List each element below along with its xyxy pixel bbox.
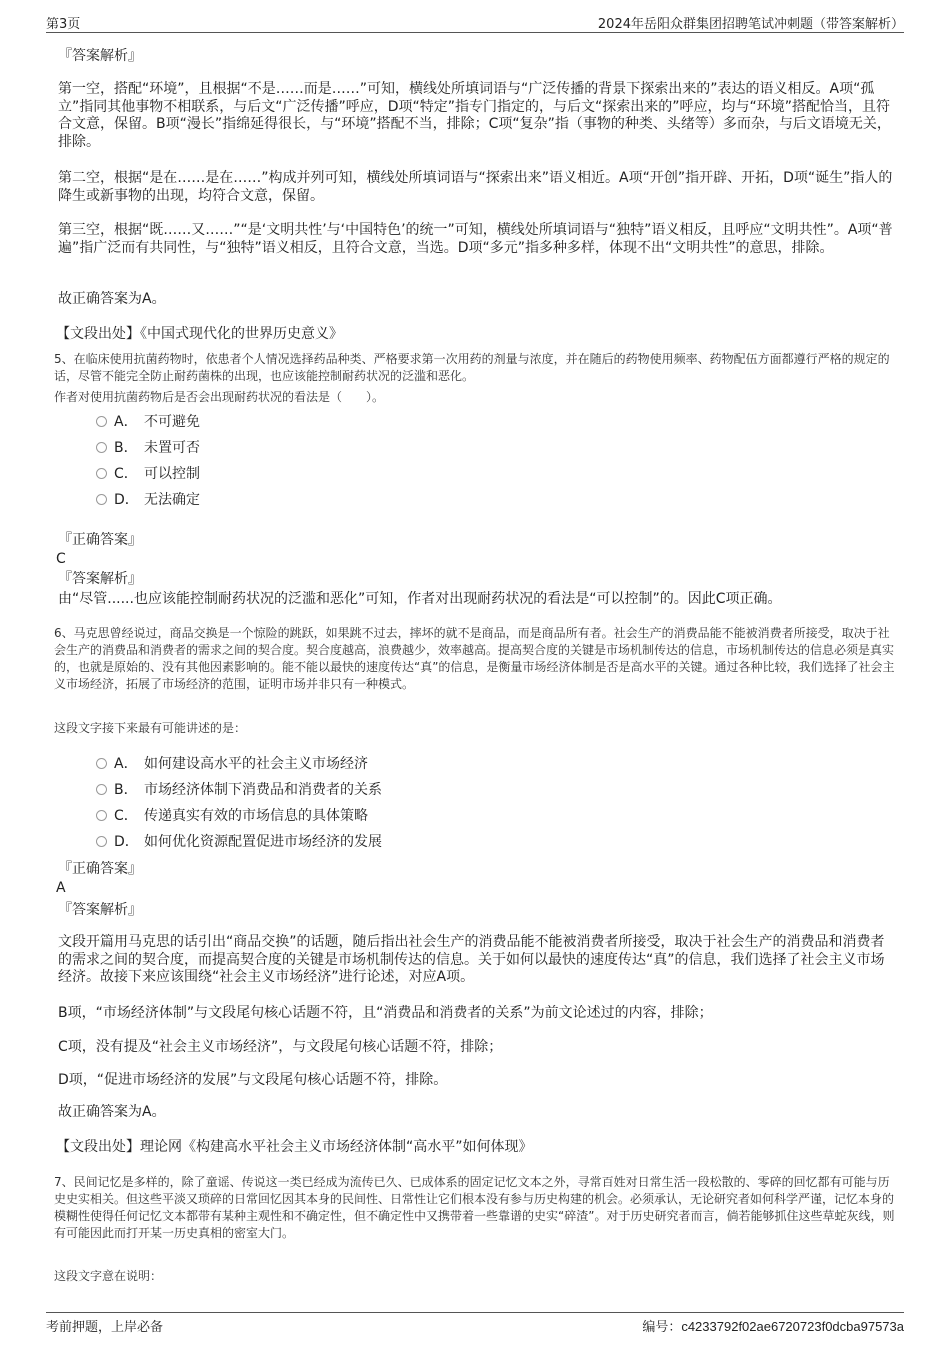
q4-conclusion: 故正确答案为A。: [58, 291, 166, 307]
q6-source: 【文段出处】理论网《构建高水平社会主义市场经济体制“高水平”如何体现》: [56, 1139, 533, 1155]
q5-option-c[interactable]: C． 可以控制: [96, 465, 200, 483]
footer-slogan: 考前押题，上岸必备: [46, 1320, 164, 1335]
radio-icon[interactable]: [96, 758, 107, 769]
footer-code: 编号：c4233792f02ae6720723f0dcba97573a: [642, 1319, 904, 1335]
radio-icon[interactable]: [96, 468, 107, 479]
q5-analysis-heading: 『答案解析』: [58, 571, 142, 587]
q4-analysis-para2: 第二空，根据“是在……是在……”构成并列可知，横线处所填词语与“探索出来”语义相近。A项“开创”指开辟、开拓，D项“诞生”指人的降生或新事物的出现，均符合文意，保留。: [58, 170, 893, 204]
q6-answer-heading: 『正确答案』: [58, 861, 142, 877]
q6-stem: 6、马克思曾经说过，商品交换是一个惊险的跳跃，如果跳不过去，摔坏的就不是商品，而是商品所有者。社会生产的消费品能不能被消费者所接受，取决于社会生产的消费品和消费者的需求之间的契合度。契合度越高，浪费越少，效率越高。提高契合度的关键是市场机制传达的信息，市场机制传达的信息必须是真实的，也就是原始的、没有其他因素影响的。能不能以最快的速度传达“真”的信息，是衡量市场经济体制是否是高水平的关键。通过各种比较，我们选择了社会主义市场经济，拓展了市场经济的范围，证明市场并非只有一种模式。: [54, 626, 895, 691]
q6-question: 这段文字接下来最有可能讲述的是：: [54, 721, 247, 735]
page-number: 第3页: [46, 17, 81, 32]
q5-analysis: 由“尽管......也应该能控制耐药状况的泛滥和恶化”可知，作者对出现耐药状况的看法是“可以控制”的。因此C项正确。: [58, 591, 782, 607]
q5-option-a[interactable]: A． 不可避免: [96, 413, 200, 431]
q4-source: 【文段出处】《中国式现代化的世界历史意义》: [56, 326, 343, 342]
radio-icon[interactable]: [96, 442, 107, 453]
page-header: [46, 12, 904, 33]
q6-analysis-1: 文段开篇用马克思的话引出“商品交换”的话题，随后指出社会生产的消费品能不能被消费者所接受，取决于社会生产的消费品和消费者的需求之间的契合度，而提高契合度的关键是市场机制传达的信息。关于如何以最快的速度传达“真”的信息，我们选择了社会主义市场经济。故接下来应该围绕“社会主义市场经济”进行论述，对应A项。: [58, 934, 885, 985]
q4-analysis-heading: 『答案解析』: [58, 48, 142, 64]
radio-icon[interactable]: [96, 416, 107, 427]
q6-option-a[interactable]: A． 如何建设高水平的社会主义市场经济: [96, 755, 368, 773]
q4-analysis-para1: 第一空，搭配“环境”，且根据“不是……而是……”可知，横线处所填词语与“广泛传播的背景下探索出来的”表达的语义相反。A项“孤立”指同其他事物不相联系，与后文“广泛传播”呼应，D项“特定”指专门指定的，与后文“探索出来的”呼应，均与“环境”搭配恰当，且符合文意，保留。B项“漫长”指绵延得很长，与“环境”搭配不当，排除；C项“复杂”指（事物的种类、头绪等）多而杂，与后文语境无关，排除。: [58, 81, 891, 150]
q7-stem: 7、民间记忆是多样的，除了童谣、传说这一类已经成为流传已久、已成体系的固定记忆文本之外，寻常百姓对日常生活一段松散的、零碎的回忆都有可能与历史史实相关。但这些平淡又琐碎的日常回忆因其本身的民间性、日常性让它们根本没有参与历史构建的机会。必须承认，无论研究者如何科学严谨，记忆本身的模糊性使得任何记忆文本都带有某种主观性和不确定性，但不确定性中又携带着一些靠谱的史实“碎渣”。对于历史研究者而言，倘若能够抓住这些草蛇灰线，则有可能因此而打开某一历史真相的密室大门。: [54, 1175, 895, 1240]
document-title: 2024年岳阳众群集团招聘笔试冲刺题（带答案解析）: [597, 17, 904, 32]
q5-answer-heading: 『正确答案』: [58, 532, 142, 548]
q5-option-b[interactable]: B． 未置可否: [96, 439, 200, 457]
q6-option-d[interactable]: D． 如何优化资源配置促进市场经济的发展: [96, 833, 382, 851]
q6-analysis-heading: 『答案解析』: [58, 902, 142, 918]
q4-analysis-para3: 第三空，根据“既……又……”“是‘文明共性’与‘中国特色’的统一”可知，横线处所填词语与“独特”语义相反，且呼应“文明共性”。A项“普遍”指广泛而有共同性，与“独特”语义相反，且符合文意，当选。D项“多元”指多种多样，体现不出“文明共性”的意思，排除。: [58, 222, 893, 256]
radio-icon[interactable]: [96, 494, 107, 505]
q6-analysis-2: B项，“市场经济体制”与文段尾句核心话题不符，且“消费品和消费者的关系”为前文论述过的内容，排除；: [58, 1005, 713, 1021]
radio-icon[interactable]: [96, 810, 107, 821]
q6-option-b[interactable]: B． 市场经济体制下消费品和消费者的关系: [96, 781, 382, 799]
q6-analysis-4: D项，“促进市场经济的发展”与文段尾句核心话题不符，排除。: [58, 1072, 448, 1088]
q6-answer: A: [56, 880, 66, 896]
q5-question: 作者对使用抗菌药物后是否会出现耐药状况的看法是（ ）。: [54, 390, 385, 404]
q5-stem: 5、在临床使用抗菌药物时，依患者个人情况选择药品种类、严格要求第一次用药的剂量与浓度，并在随后的药物使用频率、药物配伍方面都遵行严格的规定的话，尽管不能完全防止耐药菌株的出现，也应该能控制耐药状况的泛滥和恶化。: [54, 352, 890, 383]
page-footer: [46, 1312, 904, 1333]
q5-option-d[interactable]: D． 无法确定: [96, 491, 200, 509]
q6-conclusion: 故正确答案为A。: [58, 1104, 166, 1120]
q6-option-c[interactable]: C． 传递真实有效的市场信息的具体策略: [96, 807, 368, 825]
radio-icon[interactable]: [96, 784, 107, 795]
document-code: c4233792f02ae6720723f0dcba97573a: [681, 1319, 904, 1334]
q7-question: 这段文字意在说明：: [54, 1269, 163, 1283]
q5-answer: C: [56, 551, 66, 567]
q6-analysis-3: C项，没有提及“社会主义市场经济”，与文段尾句核心话题不符，排除；: [58, 1039, 503, 1055]
radio-icon[interactable]: [96, 836, 107, 847]
